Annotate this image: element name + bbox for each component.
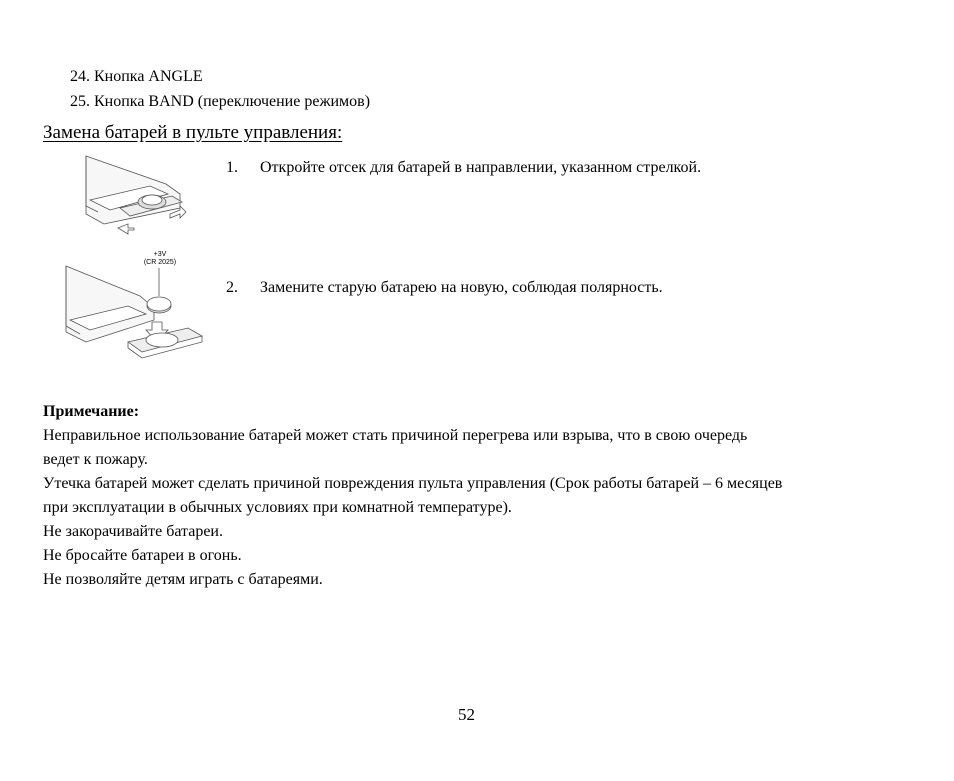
battery-open-illustration bbox=[80, 150, 190, 241]
step-2-number: 2. bbox=[226, 279, 238, 296]
page-number: 52 bbox=[458, 705, 475, 724]
note-line: Неправильное использование батарей может стать причиной перегрева или взрыва, что в свою очередь bbox=[43, 427, 748, 444]
note-line: Утечка батарей может сделать причиной повреждения пульта управления (Срок работы батарей – 6 месяцев bbox=[43, 475, 783, 492]
note-line: Не бросайте батареи в огонь. bbox=[43, 547, 242, 564]
note-line: при эксплуатации в обычных условиях при комнатной температуре). bbox=[43, 499, 512, 516]
battery-model-label: (CR 2025) bbox=[143, 259, 177, 266]
step-1 bbox=[226, 158, 701, 178]
note-line: Не закорачивайте батареи. bbox=[43, 523, 223, 540]
step-2 bbox=[226, 278, 663, 298]
step-1-number: 1. bbox=[226, 159, 238, 176]
battery-voltage-label: +3V bbox=[153, 251, 167, 258]
note-line: Не позволяйте детям играть с батареями. bbox=[43, 571, 323, 588]
remote-open-diagram bbox=[80, 150, 190, 236]
battery-insert-diagram bbox=[62, 246, 208, 370]
list-item-25: 25. Кнопка BAND (переключение режимов) bbox=[70, 93, 371, 110]
note-line: ведет к пожару. bbox=[43, 451, 148, 468]
list-item-24: 24. Кнопка ANGLE bbox=[70, 68, 203, 85]
note-title: Примечание: bbox=[43, 403, 140, 420]
step-1-text: Откройте отсек для батарей в направлении, указанном стрелкой. bbox=[260, 159, 702, 176]
step-2-text: Замените старую батарею на новую, соблюдая полярность. bbox=[260, 279, 663, 296]
section-heading: Замена батарей в пульте управления: bbox=[43, 122, 343, 143]
battery-replace-illustration bbox=[62, 246, 208, 375]
